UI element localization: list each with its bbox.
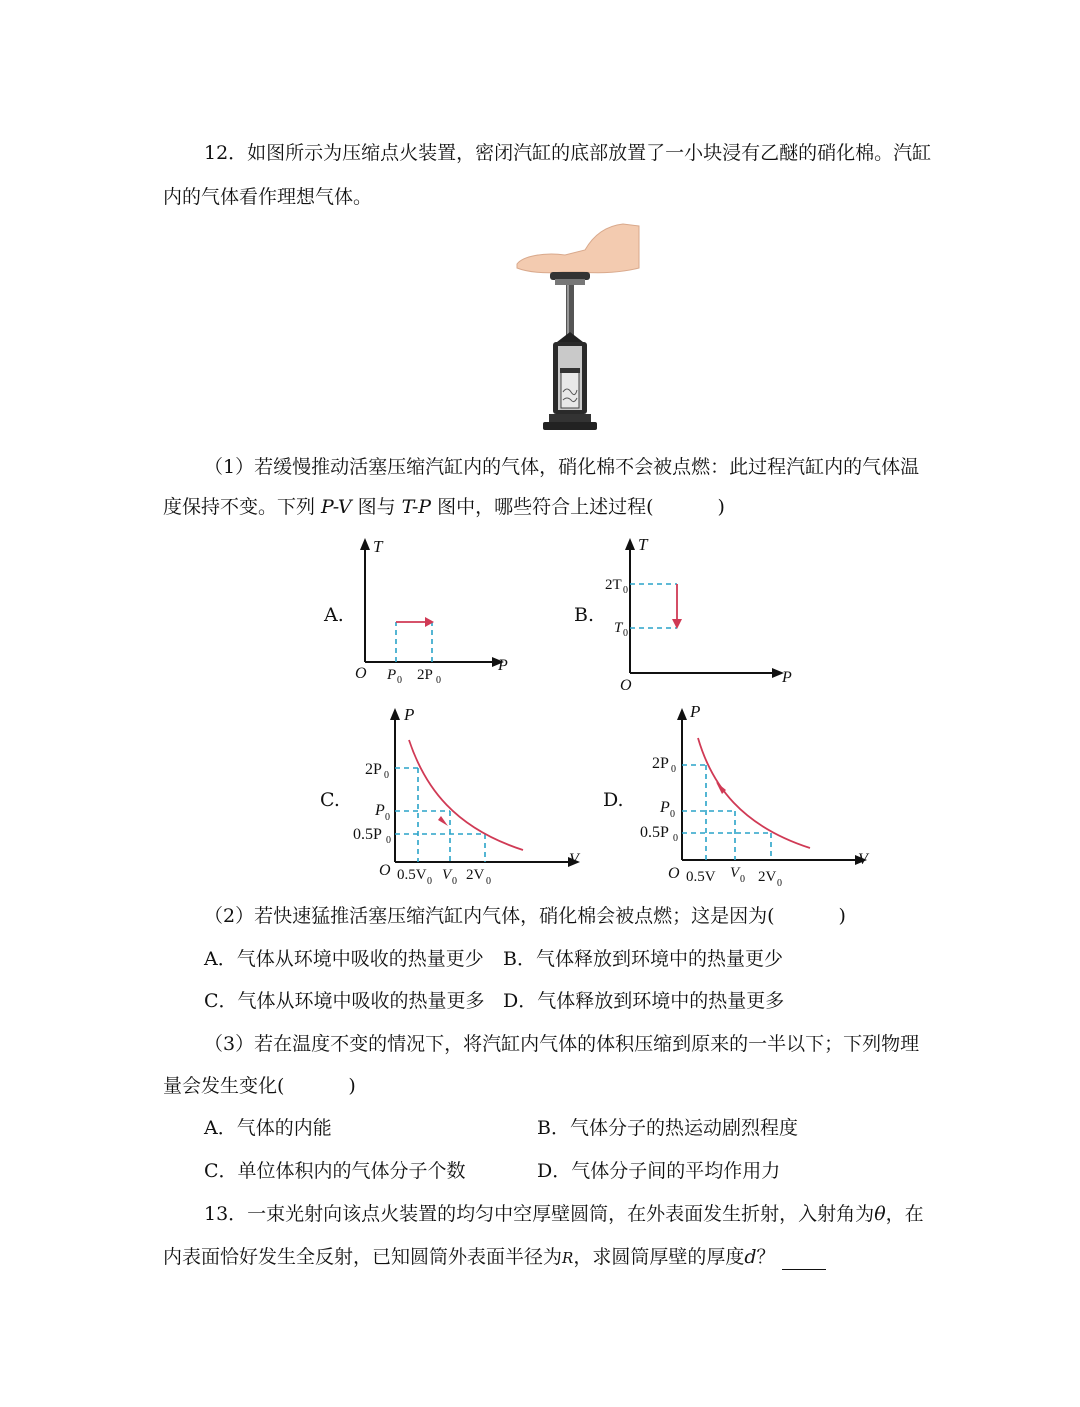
graph-d-v0: V <box>730 865 740 881</box>
q12-line1: 12．如图所示为压缩点火装置，密闭汽缸的底部放置了一小块浸有乙醚的硝化棉。汽缸 <box>204 142 932 164</box>
graph-c-origin: O <box>379 862 391 879</box>
q12-sub2-option-b[interactable]: B．气体释放到环境中的热量更少 <box>503 948 783 970</box>
q12-sub2-option-c[interactable]: C．气体从环境中吸收的热量更多 <box>204 990 485 1012</box>
pv-label: P-V <box>321 496 352 518</box>
graph-c-05v0-sub: 0 <box>427 876 432 887</box>
graph-d-origin: O <box>668 865 680 882</box>
option-d-label: D. <box>603 789 624 811</box>
graph-a-p0-sub: 0 <box>397 675 402 686</box>
graph-d-v0-sub: 0 <box>740 874 745 885</box>
graph-c-v0: V <box>442 867 452 883</box>
q12-sub3-option-c[interactable]: C．单位体积内的气体分子个数 <box>204 1160 466 1182</box>
answer-underline[interactable] <box>782 1251 826 1270</box>
q13-line1-post: ，在 <box>885 1203 924 1225</box>
q12-sub1-close: ) <box>717 496 725 518</box>
graph-b-t0-sub: 0 <box>623 628 628 639</box>
graph-c-y-label: P <box>404 705 415 724</box>
q12-sub3-option-d[interactable]: D．气体分子间的平均作用力 <box>537 1160 781 1182</box>
option-b-label: B. <box>574 604 595 626</box>
q13-line2 <box>163 1245 826 1270</box>
graph-d-2v0-sub: 0 <box>777 878 782 889</box>
graph-c-2p0: 2P <box>365 761 382 778</box>
graph-d-2v0: 2V <box>758 869 777 885</box>
q12-sub2-stem <box>204 904 846 928</box>
graph-a-p0: P <box>387 667 397 683</box>
graph-c-p0: P <box>375 802 385 819</box>
radius-symbol: R <box>562 1249 574 1267</box>
q12-sub3-line2 <box>163 1074 356 1098</box>
graph-b-2t0-sub: 0 <box>623 585 628 596</box>
q12-line2: 内的气体看作理想气体。 <box>163 186 373 208</box>
theta-symbol: θ <box>874 1203 886 1225</box>
graph-d-05p0: 0.5P <box>640 824 669 841</box>
q12-sub2-option-a[interactable]: A．气体从环境中吸收的热量更少 <box>204 948 484 970</box>
graph-c-x-label: V <box>569 851 579 868</box>
q13-line2-mid: ，求圆筒厚壁的厚度 <box>573 1246 745 1268</box>
graph-c-05p0-sub: 0 <box>386 835 391 846</box>
graph-d-2p0-sub: 0 <box>671 764 676 775</box>
graph-a <box>350 530 520 688</box>
q12-sub2-option-d[interactable]: D．气体释放到环境中的热量更多 <box>503 990 785 1012</box>
graph-d-x-label: V <box>858 851 868 868</box>
q12-sub1-line2-post: 图中，哪些符合上述过程( <box>431 496 654 518</box>
graph-c-05v0: 0.5V <box>397 867 427 883</box>
tp-label: T-P <box>401 496 432 518</box>
q13-line1 <box>204 1202 924 1226</box>
q12-sub3-close: ) <box>348 1075 356 1097</box>
graph-d-2p0: 2P <box>652 755 669 772</box>
graph-d-05v: 0.5V <box>686 869 716 885</box>
q12-sub3-line1: （3）若在温度不变的情况下，将汽缸内气体的体积压缩到原来的一半以下；下列物理 <box>204 1033 920 1055</box>
graph-a-origin: O <box>355 665 367 682</box>
graph-c <box>345 700 590 895</box>
graph-b-x-label: P <box>782 669 792 686</box>
compression-ignition-apparatus-image <box>505 222 645 434</box>
option-a-label: A. <box>324 604 344 626</box>
q12-sub3-line2-text: 量会发生变化( <box>163 1075 285 1097</box>
q12-sub1-line2 <box>163 495 725 519</box>
graph-d-p0-sub: 0 <box>670 809 675 820</box>
graph-c-p0-sub: 0 <box>385 812 390 823</box>
q12-sub2-stem-text: （2）若快速猛推活塞压缩汽缸内气体，硝化棉会被点燃；这是因为( <box>204 905 775 927</box>
graph-b-y-label: T <box>638 535 648 554</box>
graph-c-v0-sub: 0 <box>452 876 457 887</box>
q12-sub1-line2-mid: 图与 <box>351 496 402 518</box>
graph-b-t0: T <box>614 620 623 636</box>
q12-sub2-close: ) <box>838 905 846 927</box>
option-c-label: C. <box>320 789 340 811</box>
graph-c-05p0: 0.5P <box>353 826 382 843</box>
q13-line1-pre: 13．一束光射向该点火装置的均匀中空厚壁圆筒，在外表面发生折射，入射角为 <box>204 1203 875 1225</box>
graph-c-2v0: 2V <box>466 867 485 883</box>
graph-a-2p0-sub: 0 <box>436 675 441 686</box>
q12-sub1-line2-pre: 度保持不变。下列 <box>163 496 322 518</box>
graph-b-origin: O <box>620 677 632 690</box>
thickness-symbol: d <box>744 1246 757 1268</box>
graph-d <box>630 700 875 895</box>
graph-a-y-label: T <box>373 537 383 556</box>
graph-c-2p0-sub: 0 <box>384 770 389 781</box>
q12-sub1-line1: （1）若缓慢推动活塞压缩汽缸内的气体，硝化棉不会被点燃：此过程汽缸内的气体温 <box>204 456 920 478</box>
q13-line2-post: ？ <box>756 1246 776 1268</box>
graph-d-y-label: P <box>690 702 701 721</box>
q13-line2-pre: 内表面恰好发生全反射，已知圆筒外表面半径为 <box>163 1246 563 1268</box>
graph-b <box>600 530 800 690</box>
q12-sub3-option-a[interactable]: A．气体的内能 <box>204 1117 332 1139</box>
graph-d-p0: P <box>660 799 670 816</box>
graph-c-2v0-sub: 0 <box>486 876 491 887</box>
graph-a-2p0: 2P <box>417 667 433 683</box>
graph-a-x-label: P <box>498 657 508 674</box>
q12-sub3-option-b[interactable]: B．气体分子的热运动剧烈程度 <box>537 1117 798 1139</box>
graph-b-2t0: 2T <box>605 577 622 593</box>
graph-d-05p0-sub: 0 <box>673 833 678 844</box>
